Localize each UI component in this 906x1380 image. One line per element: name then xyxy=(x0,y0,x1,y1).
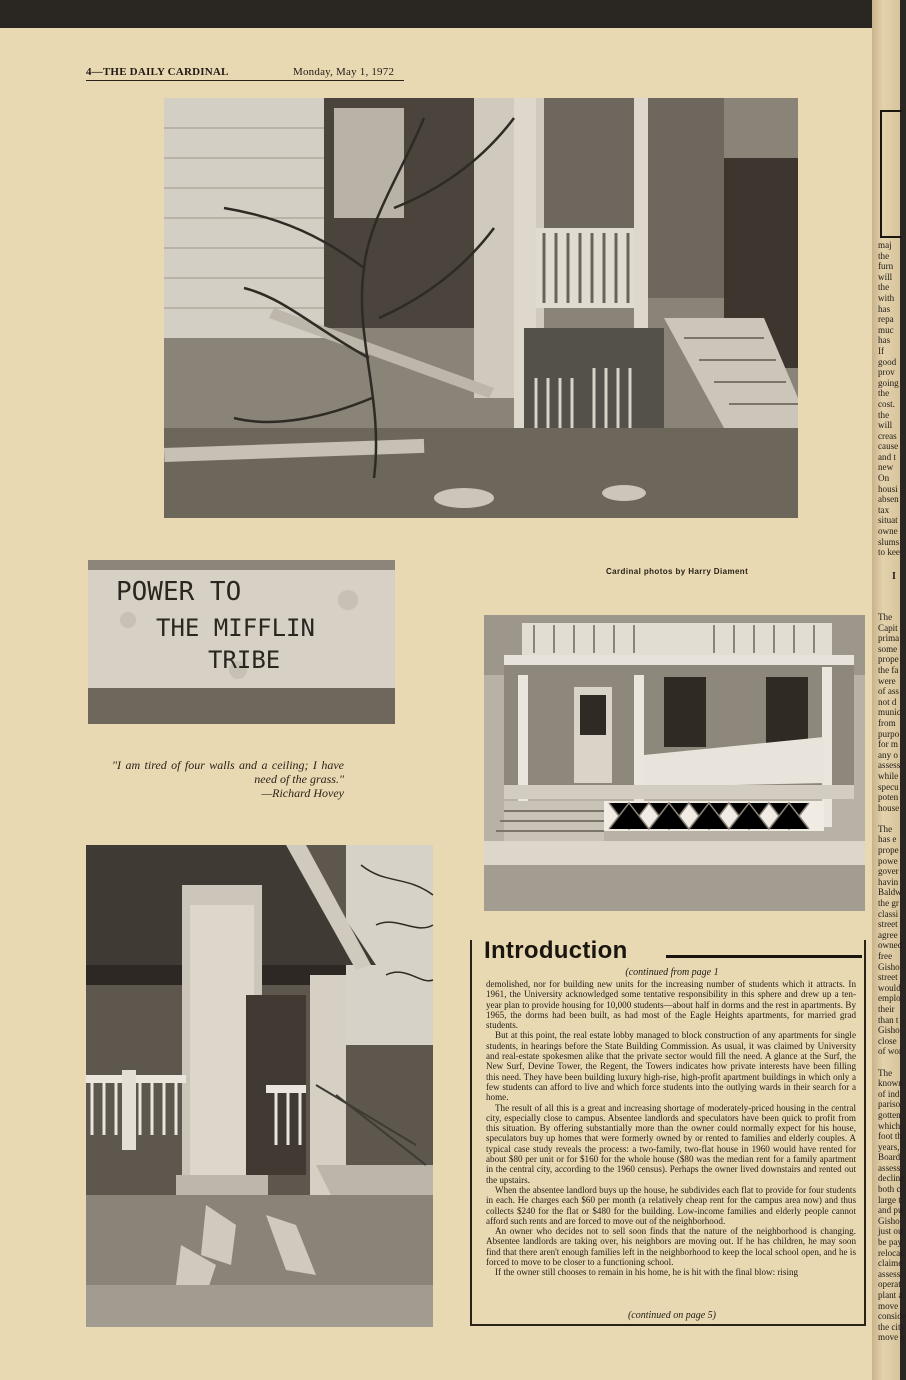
article-body xyxy=(486,979,856,1278)
next-page-line: will xyxy=(878,420,893,431)
quote-author: —Richard Hovey xyxy=(261,786,344,800)
next-page-line: prope xyxy=(878,845,899,856)
next-page-line: foot th xyxy=(878,1131,902,1142)
next-page-line: good xyxy=(878,356,897,367)
graffiti-line-3: TRIBE xyxy=(208,646,281,674)
next-page-line: not d xyxy=(878,696,897,707)
next-page-line: of wor xyxy=(878,1046,902,1057)
graffiti-line-1: POWER TO xyxy=(116,577,242,607)
next-page-line: be pay xyxy=(878,1237,902,1248)
pull-quote xyxy=(112,758,344,800)
masthead-paper-name: 4—THE DAILY CARDINAL xyxy=(86,66,229,78)
next-page-line: were xyxy=(878,675,896,686)
continued-on-note: (continued on page 5) xyxy=(627,1310,717,1321)
next-page-line: plant a xyxy=(878,1290,903,1300)
damaged-porch-illustration xyxy=(164,98,798,518)
next-page-line: housi xyxy=(878,483,898,494)
next-page-line: assess xyxy=(878,1162,901,1173)
next-page-line: some xyxy=(878,643,898,654)
next-page-line: assess xyxy=(878,1268,901,1279)
next-page-line: decline xyxy=(878,1173,905,1184)
next-page-box xyxy=(880,110,902,238)
next-page-line: known xyxy=(878,1078,903,1089)
next-page-column-top xyxy=(878,240,900,610)
next-page-line: of ass xyxy=(878,686,899,697)
scan-background-top xyxy=(0,0,900,28)
next-page-line: poten xyxy=(878,792,899,803)
next-page-line: classi xyxy=(878,908,899,919)
next-page-line: move s xyxy=(878,1332,905,1343)
next-page-line: gotten xyxy=(878,1109,901,1120)
graffiti-line-2: THE MIFFLIN xyxy=(156,614,315,642)
quote-text: "I am tired of four walls and a ceiling; I have need of the grass." xyxy=(112,758,344,786)
next-page-line xyxy=(878,1057,900,1068)
next-page-line: tax xyxy=(878,504,890,515)
article-paragraph: The result of all this is a great and increasing shortage of moderately-priced housing in the central city, especially close to campus. Absentee landlords and speculators have been quick to profit from this situation. By offering substantially more than the owner could normally expect for his house, speculators buy up homes that were formerly owned by or rented to families and elderly couples. A typical case study reveals the process: a two-family, two-flat house in 1960 would have rented for about $80 per unit or for $160 for the whole house ($80 was the median rent for a family apartment in the central city, according to the 1960 census). Perhaps the owner lived downstairs and rented out the upstairs. xyxy=(486,1102,856,1185)
next-page-line: cause xyxy=(878,441,899,452)
next-page-line: claime xyxy=(878,1258,903,1269)
next-page-line: has e xyxy=(878,834,897,845)
photo-credit: Cardinal photos by Harry Diament xyxy=(606,567,749,576)
next-page-line: muc xyxy=(878,324,894,335)
next-page-line: to kee xyxy=(878,547,900,558)
next-page-line: and pu xyxy=(878,1205,903,1216)
next-page-line: owne xyxy=(878,526,898,537)
photo-house-front-porch xyxy=(484,615,865,911)
next-page-line: owned xyxy=(878,940,903,951)
next-page-line: gover xyxy=(878,866,899,877)
next-page-line: free xyxy=(878,951,893,961)
next-page-line: havin xyxy=(878,876,899,887)
article-paragraph: If the owner still chooses to remain in his home, he is hit with the final blow: rising xyxy=(495,1267,799,1278)
house-front-porch-illustration xyxy=(484,615,865,911)
next-page-line: prov xyxy=(878,367,895,378)
next-page-line: the city xyxy=(878,1321,906,1332)
article-paragraph: But at this point, the real estate lobby managed to block construction of any apartments for single students, in hearings before the State Building Commission. As usual, it was claimed by University and real-estate spokesmen alike that the private sector would fill the need. A glance at the Surf, the New Surf, Devine Tower, the Regent, the Towers indicates how private interests have been filling this need. They have been building luxury high-rise, high-profit apartment buildings in which only a few students can afford to live and which force students into the outlying wards in their search for a home. xyxy=(486,1030,856,1103)
next-page-line: has xyxy=(878,303,891,314)
masthead xyxy=(86,66,404,81)
next-page-line: large t xyxy=(878,1194,901,1205)
next-page-line: while xyxy=(878,770,899,781)
next-page-line: The xyxy=(878,612,893,622)
next-page-line: On xyxy=(878,473,890,484)
headline-rule xyxy=(666,955,862,958)
next-page-line: repa xyxy=(878,314,894,325)
next-page-line: new xyxy=(878,462,894,473)
next-page-line: prima xyxy=(878,633,900,644)
photo-column-porch xyxy=(86,845,433,1327)
next-page-line: Board xyxy=(878,1152,901,1163)
next-page-line: than t xyxy=(878,1014,899,1025)
next-page-line: The xyxy=(878,1067,893,1078)
graffiti-wall-illustration xyxy=(88,560,395,724)
next-page-line: emplo xyxy=(878,993,901,1004)
next-page-line: situat xyxy=(878,515,898,526)
next-page-line: The xyxy=(878,823,893,834)
next-page-line: house xyxy=(878,802,900,813)
next-page-line: both c xyxy=(878,1184,901,1195)
next-page-line: the xyxy=(878,409,890,420)
next-page-line: has xyxy=(878,335,891,346)
next-page-line: powe xyxy=(878,855,898,866)
next-page-line: Gisho xyxy=(878,1025,900,1036)
column-porch-illustration xyxy=(86,845,433,1327)
article-paragraph: When the absentee landlord buys up the house, he subdivides each flat to provide for four students in each. He charges each $60 per month (a relatively cheap rent for the campus area now) and thus collects $240 for the flat or $480 for the building. Low-income families and elderly people cannot afford such rents and are forced to move out of the neighborhood. xyxy=(486,1184,856,1226)
next-page-line: close xyxy=(878,1035,897,1046)
next-page-line: conside xyxy=(878,1311,906,1322)
continued-from-note: (continued from page 1 xyxy=(625,967,719,978)
next-page-line: just ou xyxy=(878,1226,903,1237)
next-page-line: Baldw xyxy=(878,887,902,898)
next-page-line: maj xyxy=(878,240,892,250)
next-page-line: munic xyxy=(878,707,901,718)
next-page-line: with xyxy=(878,292,895,303)
next-page-line: years, xyxy=(878,1141,900,1152)
next-page-line: furn xyxy=(878,261,894,272)
next-page-line: their xyxy=(878,1003,895,1014)
next-page-column-bottom xyxy=(878,612,906,1343)
next-page-line: move xyxy=(878,1300,899,1311)
next-page-line: the xyxy=(878,250,890,261)
next-page-line: the gr xyxy=(878,898,899,909)
next-page-line: Gisho xyxy=(878,961,900,972)
article-headline: Introduction xyxy=(484,936,632,966)
masthead-date: Monday, May 1, 1972 xyxy=(293,66,395,78)
next-page-line: going xyxy=(878,377,899,388)
next-page-line: which xyxy=(878,1120,901,1131)
next-page-line: street xyxy=(878,972,898,983)
photo-graffiti-wall xyxy=(88,560,395,724)
next-page-line: assess xyxy=(878,760,901,771)
next-page-line: absen xyxy=(878,494,899,505)
next-page-line: operat xyxy=(878,1279,901,1290)
next-page-line: any o xyxy=(878,749,898,760)
next-page-line: would xyxy=(878,982,901,993)
next-page-line: from xyxy=(878,717,896,728)
next-page-line: the fa xyxy=(878,664,899,675)
next-page-line: creas xyxy=(878,430,897,441)
next-page-line: Capit xyxy=(878,622,898,633)
article-paragraph: An owner who decides not to sell soon finds that the nature of the neighborhood is changing. Absentee landlords are taking over, his neighbors are moving out. If he has children, he may soon find that there aren't enough families left in the neighborhood to keep the local school open, and he is forced to move to be closer to a functioning school. xyxy=(486,1226,856,1268)
next-page-line: prope xyxy=(878,654,899,665)
next-page-line: relocat xyxy=(878,1247,903,1258)
next-page-line: will xyxy=(878,271,893,282)
next-page-letter: I xyxy=(892,571,896,582)
next-page-line: slums xyxy=(878,536,900,547)
next-page-line: cost. xyxy=(878,398,895,409)
next-page-line: for m xyxy=(878,739,898,750)
next-page-line: the xyxy=(878,282,890,293)
next-page-line: of ind xyxy=(878,1088,900,1099)
next-page-line: street xyxy=(878,919,898,930)
next-page-line: agree xyxy=(878,929,898,940)
next-page-line: pariso xyxy=(878,1099,901,1110)
next-page-line xyxy=(878,813,900,824)
next-page-line: specu xyxy=(878,781,899,792)
next-page-line: Gisho xyxy=(878,1215,900,1226)
next-page-line: and t xyxy=(878,451,896,462)
article-paragraph: demolished, nor for building new units for the increasing number of students which it attracts. In 1961, the University acknowledged some tentative responsibility in this sphere and drew up a ten-year plan to provide housing for 10,000 students—about half in dorms and the rest in apartments. By 1965, the dorms had been built, as had most of the Eagle Heights apartments, for married grad students. xyxy=(486,979,856,1031)
next-page-line: purpo xyxy=(878,728,900,739)
photo-damaged-porch xyxy=(164,98,798,518)
next-page-line: If xyxy=(878,345,885,356)
next-page-line: the xyxy=(878,388,890,399)
